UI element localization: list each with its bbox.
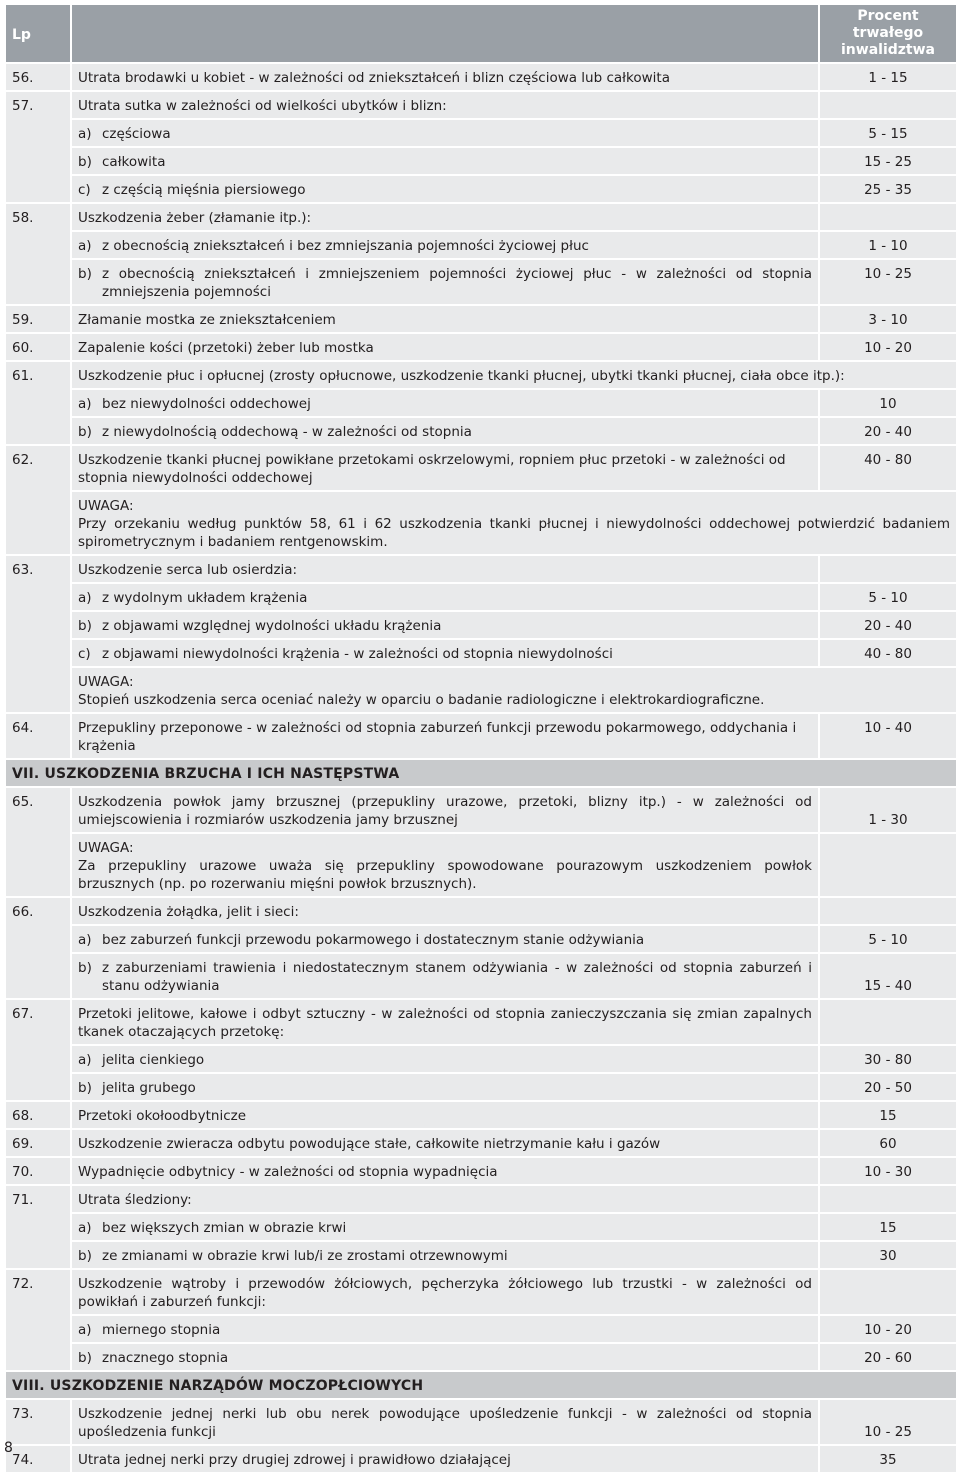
- table-subrow: [6, 640, 956, 666]
- subrow-percent: 15 - 40: [820, 954, 956, 998]
- subrow-percent: 5 - 15: [820, 120, 956, 146]
- row-description: Uszkodzenie płuc i opłucnej (zrosty opłucnowe, uszkodzenie tkanki płucnej, ubytki tkanki płucnej, ciała obce itp.):: [72, 362, 956, 388]
- note: [72, 492, 956, 554]
- row-lp: 60.: [6, 334, 70, 360]
- row-description: Uszkodzenie tkanki płucnej powikłane przetokami oskrzelowymi, ropniem płuc przetoki - w zależności od stopnia niewydolności oddechowej: [72, 446, 818, 490]
- subrow-percent: 25 - 35: [820, 176, 956, 202]
- table-row: [6, 1158, 956, 1184]
- subrow-percent: 10 - 25: [820, 260, 956, 304]
- header-lp: Lp: [6, 5, 70, 62]
- note-text: Przy orzekaniu według punktów 58, 61 i 62 uszkodzenia tkanki płucnej i niewydolności oddechowej potwierdzić badaniem spirometrycznym i badaniem rentgenowskim.: [78, 516, 950, 550]
- row-lp: 58.: [6, 204, 70, 304]
- subrow-description: a) miernego stopnia: [72, 1316, 818, 1342]
- row-percent: 1 - 30: [820, 788, 956, 832]
- table-row: [6, 556, 956, 582]
- table-subrow: [6, 390, 956, 416]
- table-subrow: [6, 584, 956, 610]
- subrow-percent: 10 - 20: [820, 1316, 956, 1342]
- subrow-description: b) z obecnością zniekształceń i zmniejszeniem pojemności życiowej płuc - w zależności od stopnia zmniejszenia pojemności: [72, 260, 818, 304]
- table-row: [6, 446, 956, 490]
- row-lp: 67.: [6, 1000, 70, 1100]
- table-header: [6, 5, 956, 62]
- subrow-description: c) z objawami niewydolności krążenia - w zależności od stopnia niewydolności: [72, 640, 818, 666]
- table-row: [6, 362, 956, 388]
- row-lp: 73.: [6, 1400, 70, 1444]
- subrow-description: b) jelita grubego: [72, 1074, 818, 1100]
- subrow-description: a) bez niewydolności oddechowej: [72, 390, 818, 416]
- table-subrow: [6, 612, 956, 638]
- table-row: [6, 306, 956, 332]
- section-header: [6, 760, 956, 786]
- table-subrow: [6, 176, 956, 202]
- table-subrow: [6, 120, 956, 146]
- subrow-description: b) ze zmianami w obrazie krwi lub/i ze zrostami otrzewnowymi: [72, 1242, 818, 1268]
- subrow-description: a) częściowa: [72, 120, 818, 146]
- row-percent: [820, 556, 956, 582]
- row-lp: 62.: [6, 446, 70, 554]
- table-subrow: [6, 954, 956, 998]
- row-lp: 72.: [6, 1270, 70, 1370]
- table-row: [6, 204, 956, 230]
- row-percent: [820, 834, 956, 896]
- table-note-row: [6, 668, 956, 712]
- row-percent: 3 - 10: [820, 306, 956, 332]
- row-percent: 10 - 30: [820, 1158, 956, 1184]
- row-description: Utrata brodawki u kobiet - w zależności od zniekształceń i blizn częściowa lub całkowita: [72, 64, 818, 90]
- subrow-percent: 20 - 50: [820, 1074, 956, 1100]
- table-subrow: [6, 1344, 956, 1370]
- row-description: Uszkodzenia żołądka, jelit i sieci:: [72, 898, 818, 924]
- row-percent: [820, 204, 956, 230]
- row-percent: 1 - 15: [820, 64, 956, 90]
- subrow-percent: 10: [820, 390, 956, 416]
- table-subrow: [6, 926, 956, 952]
- table-subrow: [6, 1242, 956, 1268]
- row-description: Uszkodzenia żeber (złamanie itp.):: [72, 204, 818, 230]
- row-lp: 64.: [6, 714, 70, 758]
- table-note-row: [6, 492, 956, 554]
- table-subrow: [6, 1316, 956, 1342]
- note-text: Za przepukliny urazowe uważa się przepukliny spowodowane pourazowym uszkodzeniem powłok brzusznych (np. po rozerwaniu mięśni powłok brzusznych).: [78, 858, 812, 892]
- subrow-percent: 15: [820, 1214, 956, 1240]
- row-description: Przetoki jelitowe, kałowe i odbyt sztuczny - w zależności od stopnia zanieczyszczania się zmian zapalnych tkanek otaczających przetokę:: [72, 1000, 818, 1044]
- section-title: VIII. USZKODZENIE NARZĄDÓW MOCZOPŁCIOWYCH: [6, 1372, 956, 1398]
- table-row: [6, 1186, 956, 1212]
- row-lp: 69.: [6, 1130, 70, 1156]
- row-lp: 74.: [6, 1446, 70, 1472]
- row-percent: [820, 1000, 956, 1044]
- row-lp: 71.: [6, 1186, 70, 1268]
- row-description: Uszkodzenie jednej nerki lub obu nerek powodujące upośledzenie funkcji - w zależności od stopnia upośledzenia funkcji: [72, 1400, 818, 1444]
- table-subrow: [6, 148, 956, 174]
- note: [72, 834, 818, 896]
- subrow-percent: 30 - 80: [820, 1046, 956, 1072]
- table-subrow: [6, 1046, 956, 1072]
- subrow-percent: 30: [820, 1242, 956, 1268]
- subrow-description: b) z niewydolnością oddechową - w zależności od stopnia: [72, 418, 818, 444]
- row-lp: 61.: [6, 362, 70, 444]
- subrow-percent: 15 - 25: [820, 148, 956, 174]
- subrow-description: b) znacznego stopnia: [72, 1344, 818, 1370]
- row-description: Zapalenie kości (przetoki) żeber lub mostka: [72, 334, 818, 360]
- header-percent: Procent trwałego inwalidztwa: [820, 5, 956, 62]
- row-percent: 35: [820, 1446, 956, 1472]
- table-subrow: [6, 232, 956, 258]
- row-description: Wypadnięcie odbytnicy - w zależności od stopnia wypadnięcia: [72, 1158, 818, 1184]
- note-text: Stopień uszkodzenia serca oceniać należy w oparciu o badanie radiologiczne i elektrokardiograficzne.: [78, 692, 765, 708]
- row-description: Złamanie mostka ze zniekształceniem: [72, 306, 818, 332]
- row-percent: 15: [820, 1102, 956, 1128]
- subrow-percent: 40 - 80: [820, 640, 956, 666]
- row-percent: 60: [820, 1130, 956, 1156]
- table-subrow: [6, 1214, 956, 1240]
- table-row: [6, 1102, 956, 1128]
- table-row: [6, 92, 956, 118]
- table-row: [6, 714, 956, 758]
- row-percent: [820, 1270, 956, 1314]
- subrow-percent: 20 - 60: [820, 1344, 956, 1370]
- row-description: Przepukliny przeponowe - w zależności od stopnia zaburzeń funkcji przewodu pokarmowego, oddychania i krążenia: [72, 714, 818, 758]
- subrow-description: a) bez większych zmian w obrazie krwi: [72, 1214, 818, 1240]
- subrow-description: a) jelita cienkiego: [72, 1046, 818, 1072]
- row-description: Utrata sutka w zależności od wielkości ubytków i blizn:: [72, 92, 818, 118]
- subrow-description: b) z zaburzeniami trawienia i niedostatecznym stanem odżywiania - w zależności od stopnia zaburzeń i stanu odżywiania: [72, 954, 818, 998]
- table-note-row: [6, 834, 956, 896]
- table-subrow: [6, 1074, 956, 1100]
- row-lp: 59.: [6, 306, 70, 332]
- subrow-percent: 5 - 10: [820, 926, 956, 952]
- subrow-percent: 1 - 10: [820, 232, 956, 258]
- row-percent: 40 - 80: [820, 446, 956, 490]
- row-description: Utrata jednej nerki przy drugiej zdrowej i prawidłowo działającej: [72, 1446, 818, 1472]
- section-title: VII. USZKODZENIA BRZUCHA I ICH NASTĘPSTWA: [6, 760, 956, 786]
- subrow-percent: 20 - 40: [820, 612, 956, 638]
- page-number: 8: [4, 1440, 13, 1456]
- table-row: [6, 898, 956, 924]
- subrow-description: b) z objawami względnej wydolności układu krążenia: [72, 612, 818, 638]
- subrow-description: b) całkowita: [72, 148, 818, 174]
- table-row: [6, 64, 956, 90]
- note-title: UWAGA:: [78, 498, 134, 514]
- section-header: [6, 1372, 956, 1398]
- row-percent: [820, 1186, 956, 1212]
- subrow-description: c) z częścią mięśnia piersiowego: [72, 176, 818, 202]
- row-lp: 57.: [6, 92, 70, 202]
- table-row: [6, 788, 956, 832]
- row-description: Uszkodzenia powłok jamy brzusznej (przepukliny urazowe, przetoki, blizny itp.) - w zależności od umiejscowienia i rozmiarów uszkodzenia jamy brzusznej: [72, 788, 818, 832]
- table-subrow: [6, 260, 956, 304]
- row-lp: 66.: [6, 898, 70, 998]
- row-description: Utrata śledziony:: [72, 1186, 818, 1212]
- row-lp: 68.: [6, 1102, 70, 1128]
- row-percent: [820, 898, 956, 924]
- subrow-percent: 20 - 40: [820, 418, 956, 444]
- disability-table: [4, 3, 958, 1474]
- row-percent: 10 - 25: [820, 1400, 956, 1444]
- table-row: [6, 1000, 956, 1044]
- note: [72, 668, 956, 712]
- row-lp: 56.: [6, 64, 70, 90]
- row-description: Uszkodzenie serca lub osierdzia:: [72, 556, 818, 582]
- table-row: [6, 1130, 956, 1156]
- row-percent: [820, 92, 956, 118]
- table-row: [6, 1400, 956, 1444]
- table-row: [6, 1270, 956, 1314]
- subrow-description: a) z wydolnym układem krążenia: [72, 584, 818, 610]
- row-description: Uszkodzenie wątroby i przewodów żółciowych, pęcherzyka żółciowego lub trzustki - w zależności od powikłań i zaburzeń funkcji:: [72, 1270, 818, 1314]
- row-description: Przetoki okołoodbytnicze: [72, 1102, 818, 1128]
- subrow-description: a) z obecnością zniekształceń i bez zmniejszania pojemności życiowej płuc: [72, 232, 818, 258]
- row-percent: 10 - 20: [820, 334, 956, 360]
- subrow-percent: 5 - 10: [820, 584, 956, 610]
- row-percent: 10 - 40: [820, 714, 956, 758]
- row-lp: 65.: [6, 788, 70, 896]
- header-description: [72, 5, 818, 62]
- row-description: Uszkodzenie zwieracza odbytu powodujące stałe, całkowite nietrzymanie kału i gazów: [72, 1130, 818, 1156]
- row-lp: 63.: [6, 556, 70, 712]
- table-row: [6, 1446, 956, 1472]
- subrow-description: a) bez zaburzeń funkcji przewodu pokarmowego i dostatecznym stanie odżywiania: [72, 926, 818, 952]
- table-subrow: [6, 418, 956, 444]
- table-row: [6, 334, 956, 360]
- note-title: UWAGA:: [78, 674, 134, 690]
- row-lp: 70.: [6, 1158, 70, 1184]
- note-title: UWAGA:: [78, 840, 134, 856]
